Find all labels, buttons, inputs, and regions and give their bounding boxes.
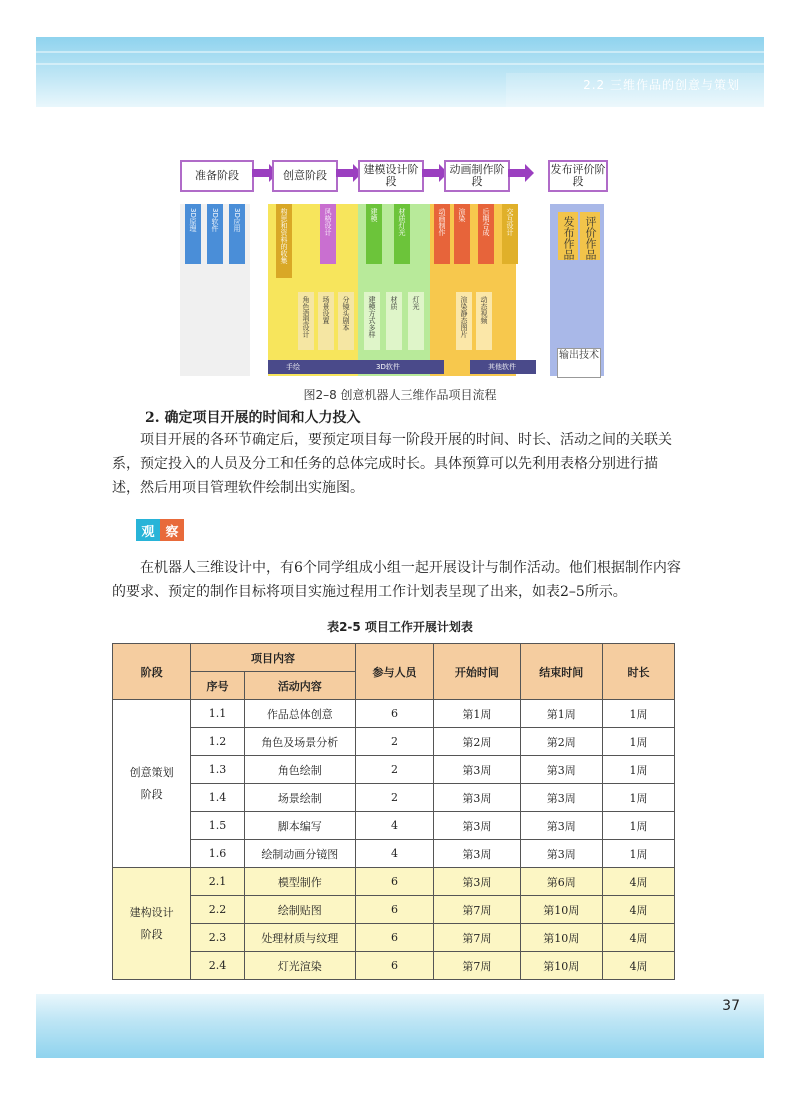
stage-publish: 发布评价阶段 — [548, 160, 608, 192]
table-row — [113, 924, 675, 952]
table-cell: 1.4 — [191, 784, 245, 812]
table-row — [113, 784, 675, 812]
table-cell: 2 — [355, 728, 433, 756]
table-cell: 1周 — [602, 812, 674, 840]
table-cell: 4周 — [602, 896, 674, 924]
header-content: 项目内容 — [191, 644, 356, 672]
flow-tile: 后期合成 — [478, 204, 494, 264]
table-cell: 第7周 — [434, 896, 520, 924]
table-cell: 6 — [355, 896, 433, 924]
flow-tile: 风格设计 — [320, 204, 336, 264]
flow-publish-tile: 评价作品 — [580, 212, 600, 260]
page-footer-banner — [36, 994, 764, 1058]
table-cell: 作品总体创意 — [244, 700, 355, 728]
stage-cell: 创意策划阶段 — [113, 700, 191, 868]
table-cell: 1周 — [602, 700, 674, 728]
table-cell: 脚本编写 — [244, 812, 355, 840]
observe-badge-char: 察 — [160, 519, 184, 541]
table-cell: 6 — [355, 924, 433, 952]
table-cell: 第3周 — [434, 868, 520, 896]
table-cell: 第7周 — [434, 924, 520, 952]
flow-arrow — [508, 169, 526, 177]
table-row — [113, 868, 675, 896]
table-cell: 1.5 — [191, 812, 245, 840]
stage-anim: 动画制作阶段 — [444, 160, 510, 192]
table-cell: 4周 — [602, 924, 674, 952]
table-cell: 6 — [355, 952, 433, 980]
table-cell: 第3周 — [520, 840, 602, 868]
header-seq: 序号 — [191, 672, 245, 700]
flow-subtile: 动态视频 — [476, 292, 492, 350]
header-activity: 活动内容 — [244, 672, 355, 700]
table-cell: 场景绘制 — [244, 784, 355, 812]
table-cell: 第1周 — [434, 700, 520, 728]
flow-subtile: 材质 — [386, 292, 402, 350]
stage-model: 建模设计阶段 — [358, 160, 424, 192]
table-cell: 4 — [355, 840, 433, 868]
section-title: 2.2 三维作品的创意与策划 — [583, 78, 740, 92]
header-stage: 阶段 — [113, 644, 191, 700]
table-cell: 2.2 — [191, 896, 245, 924]
flow-tile: 交互设计 — [502, 204, 518, 264]
table-cell: 第10周 — [520, 952, 602, 980]
table-cell: 6 — [355, 868, 433, 896]
table-cell: 第3周 — [434, 756, 520, 784]
flow-subtile: 角色造型设计 — [298, 292, 314, 350]
table-cell: 2.3 — [191, 924, 245, 952]
flow-tile: 构思和资料的收集 — [276, 204, 292, 278]
table-cell: 绘制动画分镜图 — [244, 840, 355, 868]
table-cell: 4 — [355, 812, 433, 840]
flow-subtile: 灯光 — [408, 292, 424, 350]
table-cell: 灯光渲染 — [244, 952, 355, 980]
table-cell: 第3周 — [434, 784, 520, 812]
table-cell: 6 — [355, 700, 433, 728]
flow-tile: 3D原理 — [185, 204, 201, 264]
flow-subtile: 分镜头剧本 — [338, 292, 354, 350]
table-cell: 第2周 — [520, 728, 602, 756]
flow-subtile: 建模方式多样 — [364, 292, 380, 350]
flow-output-box: 输出技术 — [557, 348, 601, 378]
table-cell: 第3周 — [520, 812, 602, 840]
flow-tile: 建模 — [366, 204, 382, 264]
project-flow-diagram — [180, 160, 606, 378]
table-cell: 处理材质与纹理 — [244, 924, 355, 952]
table-cell: 第3周 — [434, 812, 520, 840]
table-cell: 4周 — [602, 868, 674, 896]
header-start: 开始时间 — [434, 644, 520, 700]
table-cell: 1周 — [602, 784, 674, 812]
table-row — [113, 952, 675, 980]
page-number: 37 — [722, 998, 740, 1014]
table-row — [113, 812, 675, 840]
paragraph-2: 在机器人三维设计中，有6个同学组成小组一起开展设计与制作活动。他们根据制作内容的要求、预定的制作目标将项目实施过程用工作计划表呈现了出来，如表2–5所示。 — [112, 560, 681, 600]
table-row — [113, 756, 675, 784]
plan-table — [112, 643, 675, 980]
table-cell: 第10周 — [520, 924, 602, 952]
table-cell: 第10周 — [520, 896, 602, 924]
table-cell: 2.4 — [191, 952, 245, 980]
header-end: 结束时间 — [520, 644, 602, 700]
flow-tile: 渲染 — [454, 204, 470, 264]
observe-badge — [136, 519, 184, 541]
table-cell: 第1周 — [520, 700, 602, 728]
flow-tile: 3D软件 — [207, 204, 223, 264]
table-cell: 第7周 — [434, 952, 520, 980]
table-row — [113, 700, 675, 728]
header-people: 参与人员 — [355, 644, 433, 700]
page-header-banner — [36, 37, 764, 107]
flow-tile: 3D应用 — [229, 204, 245, 264]
flow-tile: 动画制作 — [434, 204, 450, 264]
table-cell: 1周 — [602, 756, 674, 784]
lane-footer: 其他软件 — [470, 360, 536, 374]
flow-arrow — [336, 169, 354, 177]
header-duration: 时长 — [602, 644, 674, 700]
table-cell: 2 — [355, 784, 433, 812]
table-row — [113, 728, 675, 756]
table-cell: 1.1 — [191, 700, 245, 728]
table-cell: 第2周 — [434, 728, 520, 756]
table-cell: 绘制贴图 — [244, 896, 355, 924]
table-cell: 1.2 — [191, 728, 245, 756]
flow-subtile: 渲染静态图片 — [456, 292, 472, 350]
table-cell: 4周 — [602, 952, 674, 980]
table-cell: 1.6 — [191, 840, 245, 868]
table-cell: 2.1 — [191, 868, 245, 896]
table-cell: 第6周 — [520, 868, 602, 896]
table-cell: 1周 — [602, 728, 674, 756]
table-cell: 2 — [355, 756, 433, 784]
table-cell: 第3周 — [520, 756, 602, 784]
stage-cell: 建构设计阶段 — [113, 868, 191, 980]
flow-subtile: 场景设置 — [318, 292, 334, 350]
table-cell: 模型制作 — [244, 868, 355, 896]
table-cell: 1周 — [602, 840, 674, 868]
table-cell: 角色及场景分析 — [244, 728, 355, 756]
table-cell: 第3周 — [520, 784, 602, 812]
table-cell: 1.3 — [191, 756, 245, 784]
section-heading: 2. 确定项目开展的时间和人力投入 — [145, 410, 361, 426]
observe-badge-char: 观 — [136, 519, 160, 541]
flow-arrow — [252, 169, 270, 177]
paragraph-1: 项目开展的各环节确定后，要预定项目每一阶段开展的时间、时长、活动之间的关联关系，预定投入的人员及分工和任务的总体完成时长。具体预算可以先利用表格分别进行描述，然后用项目管理软件绘制出实施图。 — [112, 432, 672, 496]
flow-publish-tile: 发布作品 — [558, 212, 578, 260]
table-cell: 第3周 — [434, 840, 520, 868]
stage-prep: 准备阶段 — [180, 160, 254, 192]
flow-arrow — [422, 169, 440, 177]
lane-footer: 3D软件 — [358, 360, 444, 374]
table-row — [113, 840, 675, 868]
lane-footer: 手绘 — [268, 360, 358, 374]
figure-caption: 图2–8 创意机器人三维作品项目流程 — [303, 388, 497, 402]
table-row — [113, 896, 675, 924]
flow-tile: 材质灯光 — [394, 204, 410, 264]
stage-create: 创意阶段 — [272, 160, 338, 192]
table-cell: 角色绘制 — [244, 756, 355, 784]
table-caption: 表2-5 项目工作开展计划表 — [327, 620, 473, 634]
